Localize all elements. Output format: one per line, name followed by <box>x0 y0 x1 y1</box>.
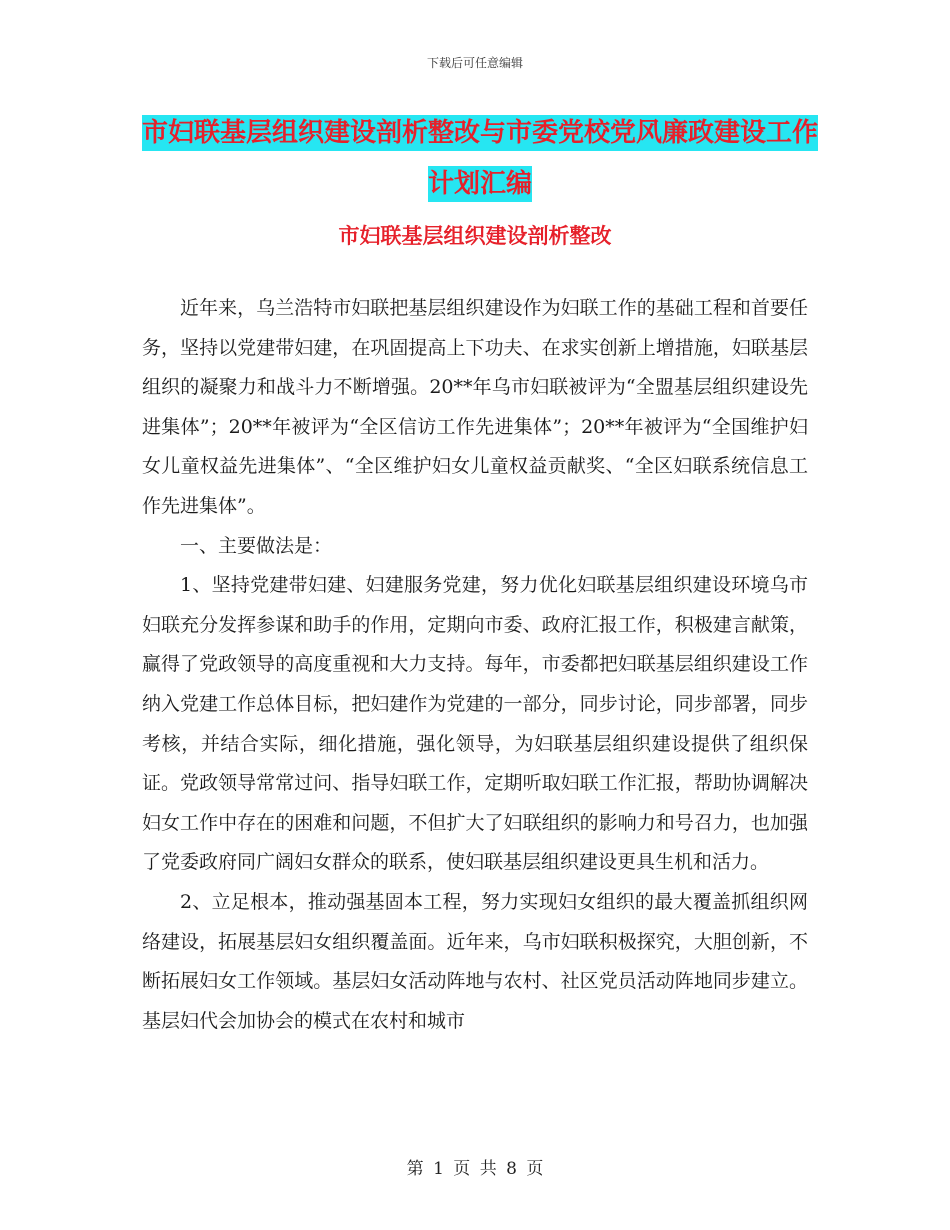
paragraph-point-1: 1、坚持党建带妇建、妇建服务党建，努力优化妇联基层组织建设环境乌市妇联充分发挥参谋和助手的作用，定期向市委、政府汇报工作，积极建言献策，赢得了党政领导的高度重视和大力支持。每年，市委都把妇联基层组织建设工作纳入党建工作总体目标，把妇建作为党建的一部分，同步讨论，同步部署，同步考核，并结合实际，细化措施，强化领导，为妇联基层组织建设提供了组织保证。党政领导常常过问、指导妇联工作，定期听取妇联工作汇报，帮助协调解决妇女工作中存在的困难和问题，不但扩大了妇联组织的影响力和号召力，也加强了党委政府同广阔妇女群众的联系，使妇联基层组织建设更具生机和活力。 <box>142 574 808 874</box>
document-title <box>140 108 820 210</box>
page-indicator: 第 1 页 共 8 页 <box>406 1159 544 1179</box>
header-note: 下载后可任意编辑 <box>426 56 523 70</box>
paragraph-point-2: 2、立足根本，推动强基固本工程，努力实现妇女组织的最大覆盖抓组织网络建设，拓展基层妇女组织覆盖面。近年来，乌市妇联积极探究，大胆创新，不断拓展妇女工作领域。基层妇女活动阵地与农村、社区党员活动阵地同步建立。基层妇代会加协会的模式在农村和城市 <box>142 890 808 1032</box>
section-title: 市妇联基层组织建设剖析整改 <box>338 224 612 248</box>
paragraph-heading-main-practices: 一、主要做法是： <box>180 534 333 557</box>
document-title-text: 市妇联基层组织建设剖析整改与市委党校党风廉政建设工作计划汇编 <box>142 115 818 202</box>
body-text <box>142 289 808 1041</box>
paragraph-intro: 近年来，乌兰浩特市妇联把基层组织建设作为妇联工作的基础工程和首要任务，坚持以党建带妇建，在巩固提高上下功夫、在求实创新上增措施，妇联基层组织的凝聚力和战斗力不断增强。20**年乌市妇联被评为“全盟基层组织建设先进集体”；20**年被评为“全区信访工作先进集体”；20**年被评为“全国维护妇女儿童权益先进集体”、“全区维护妇女儿童权益贡献奖、“全区妇联系统信息工作先进集体”。 <box>142 297 808 517</box>
